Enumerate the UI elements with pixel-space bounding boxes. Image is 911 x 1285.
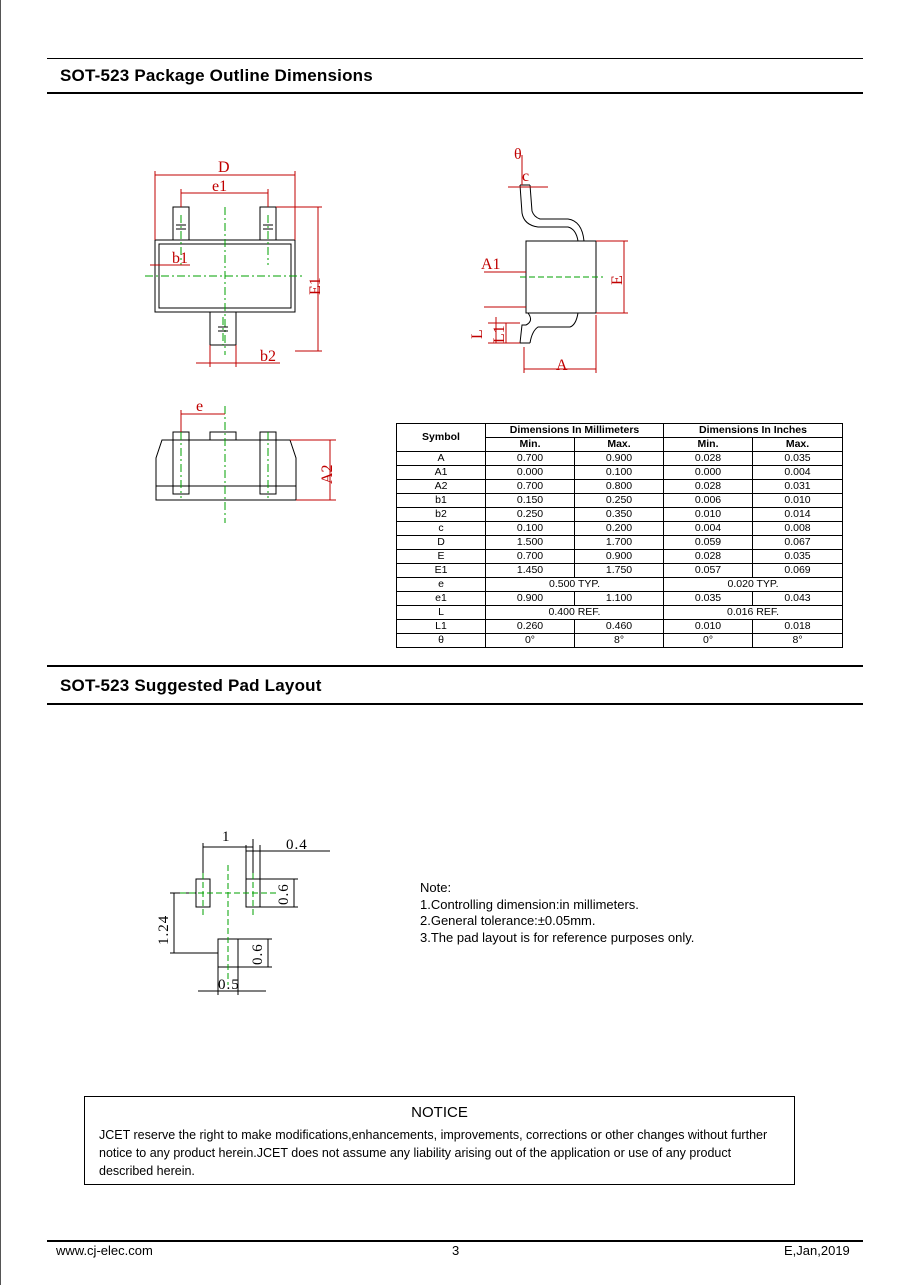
cell: 0.700 [486,550,575,564]
footer-revision: E,Jan,2019 [784,1243,850,1258]
cell: 8° [575,634,664,648]
cell: 0.035 [753,550,843,564]
outline-title-rule [47,92,863,94]
mm-header: Dimensions In Millimeters [486,424,664,438]
cell: 0.460 [575,620,664,634]
cell: 0.004 [753,466,843,480]
table-row [397,634,843,648]
cell: 0.059 [664,536,753,550]
cell: 0.006 [664,494,753,508]
cell: 1.100 [575,592,664,606]
page-border [0,0,1,1285]
dim-c-label: c [522,168,530,185]
row-symbol: c [397,522,486,536]
table-row [397,606,843,620]
cell: 0.100 [486,522,575,536]
notice-title: NOTICE [411,1104,468,1121]
row-symbol: b2 [397,508,486,522]
cell: 0.016 REF. [664,606,843,620]
front-view-drawing [140,398,340,528]
cell: 0.020 TYP. [664,578,843,592]
pad-dim-1: 1 [222,829,231,845]
table-row [397,592,843,606]
cell: 0.900 [575,452,664,466]
cell: 0.008 [753,522,843,536]
cell: 0.067 [753,536,843,550]
dim-A1-label: A1 [481,256,501,273]
table-row [397,564,843,578]
notes-title: Note: [420,880,452,895]
in-max-header: Max. [753,438,843,452]
row-symbol: E [397,550,486,564]
cell: 1.700 [575,536,664,550]
cell: 0.031 [753,480,843,494]
footer-page-number: 3 [452,1243,460,1258]
row-symbol: E1 [397,564,486,578]
cell: 1.500 [486,536,575,550]
cell: 0.043 [753,592,843,606]
dim-theta-label: θ [514,146,522,163]
pad-title-rule [47,703,863,705]
row-symbol: A1 [397,466,486,480]
symbol-header: Symbol [397,424,486,452]
notes-block [420,880,694,946]
side-view-drawing [469,145,638,380]
cell: 0.900 [575,550,664,564]
table-row [397,480,843,494]
mm-min-header: Min. [486,438,575,452]
note-line: 1.Controlling dimension:in millimeters. [420,896,639,912]
table-row [397,620,843,634]
row-symbol: L [397,606,486,620]
cell: 0.260 [486,620,575,634]
row-symbol: θ [397,634,486,648]
note-line: 2.General tolerance:±0.05mm. [420,913,596,928]
cell: 0.250 [575,494,664,508]
cell: 0.800 [575,480,664,494]
cell: 0.028 [664,452,753,466]
footer-website[interactable]: www.cj-elec.com [56,1243,153,1258]
pad-section-top-rule [47,665,863,667]
table-row [397,494,843,508]
row-symbol: e [397,578,486,592]
outline-section-title: SOT-523 Package Outline Dimensions [60,66,373,85]
cell: 0.250 [486,508,575,522]
pad-dim-0-6-top: 0.6 [276,883,292,905]
cell: 0.028 [664,480,753,494]
cell: 0.700 [486,452,575,466]
row-symbol: A [397,452,486,466]
table-row [397,466,843,480]
cell: 1.750 [575,564,664,578]
pad-layout-drawing [150,825,350,1000]
cell: 0.010 [664,620,753,634]
cell: 0° [486,634,575,648]
notice-box [84,1096,795,1185]
top-view-drawing [140,155,340,370]
top-rule [47,58,863,59]
cell: 0.004 [664,522,753,536]
row-symbol: D [397,536,486,550]
table-row [397,508,843,522]
cell: 0.057 [664,564,753,578]
mm-max-header: Max. [575,438,664,452]
cell: 0.035 [664,592,753,606]
cell: 0° [664,634,753,648]
cell: 0.900 [486,592,575,606]
pad-dim-0-6-bottom: 0.6 [250,943,266,965]
cell: 0.069 [753,564,843,578]
cell: 0.500 TYP. [486,578,664,592]
table-row [397,522,843,536]
dim-A2-label: A2 [319,464,336,484]
in-min-header: Min. [664,438,753,452]
row-symbol: b1 [397,494,486,508]
cell: 0.350 [575,508,664,522]
cell: 0.150 [486,494,575,508]
dim-L-label: L [469,329,486,339]
dim-e1-label: e1 [212,178,228,195]
in-header: Dimensions In Inches [664,424,843,438]
cell: 0.028 [664,550,753,564]
cell: 0.700 [486,480,575,494]
table-row [397,536,843,550]
cell: 0.010 [753,494,843,508]
cell: 0.014 [753,508,843,522]
pad-dim-0-4: 0.4 [286,837,308,853]
cell: 0.400 REF. [486,606,664,620]
cell: 8° [753,634,843,648]
cell: 0.018 [753,620,843,634]
pad-dim-1-24: 1.24 [156,914,172,945]
footer-rule [47,1240,863,1242]
table-row [397,550,843,564]
cell: 0.000 [664,466,753,480]
dim-b2-label: b2 [260,348,276,365]
dim-b1-label: b1 [172,250,188,267]
dim-L1-label: L1 [491,325,508,343]
cell: 0.100 [575,466,664,480]
cell: 0.035 [753,452,843,466]
pad-dim-0-5: 0.5 [218,977,240,993]
row-symbol: L1 [397,620,486,634]
cell: 0.010 [664,508,753,522]
dimensions-table [396,423,842,648]
cell: 1.450 [486,564,575,578]
row-symbol: A2 [397,480,486,494]
table-row [397,578,843,592]
dim-D-label: D [218,159,230,176]
pad-section-title: SOT-523 Suggested Pad Layout [60,676,322,695]
cell: 0.200 [575,522,664,536]
note-line: 3.The pad layout is for reference purposes only. [420,929,695,945]
dim-A-label: A [556,357,568,374]
row-symbol: e1 [397,592,486,606]
cell: 0.000 [486,466,575,480]
notice-body: JCET reserve the right to make modifications,enhancements, improvements, corrections or other changes without further notice to any product herein.JCET does not assume any liability arising out of the application or use of any product described herein. [99,1128,768,1178]
dim-E1-label: E1 [307,277,324,295]
dim-e-label: e [196,398,204,415]
dim-E-label: E [609,275,626,285]
table-row [397,452,843,466]
